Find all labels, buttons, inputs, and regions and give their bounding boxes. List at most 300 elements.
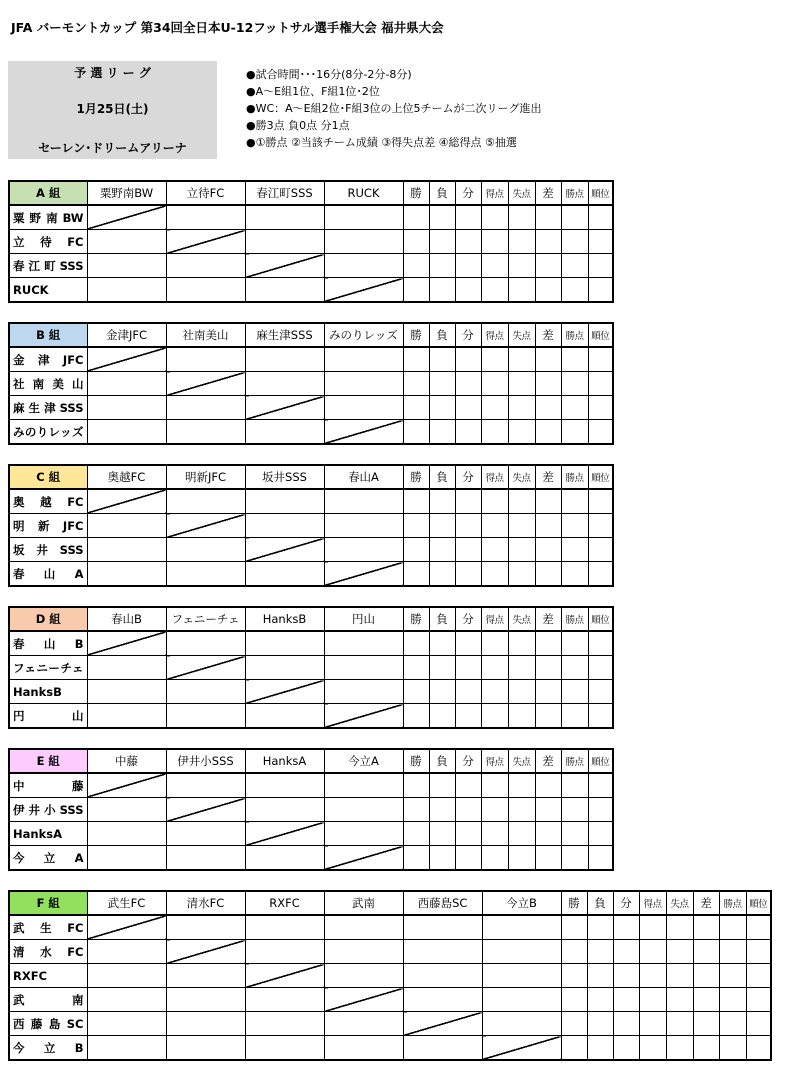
stat-cell bbox=[588, 773, 613, 798]
stat-cell bbox=[535, 205, 561, 230]
result-cell bbox=[166, 680, 245, 704]
team-row bbox=[9, 278, 613, 303]
self-match-cell bbox=[87, 915, 166, 940]
stat-cell bbox=[403, 656, 429, 680]
stat-cell bbox=[429, 798, 455, 822]
row-team-name: みのりレッズ bbox=[9, 420, 87, 445]
self-match-cell bbox=[166, 940, 245, 964]
rule-line: ●勝3点 負0点 分1点 bbox=[246, 119, 350, 132]
stat-cell bbox=[508, 656, 535, 680]
stat-cell bbox=[403, 396, 429, 420]
self-match-cell bbox=[245, 254, 324, 278]
result-cell bbox=[403, 964, 482, 988]
group-table-d bbox=[8, 606, 614, 729]
row-team-name: 清水FC bbox=[9, 940, 87, 964]
result-cell bbox=[482, 964, 561, 988]
stat-cell bbox=[508, 489, 535, 514]
stat-cell bbox=[508, 822, 535, 846]
column-team-header: 金津JFC bbox=[87, 323, 166, 347]
stat-cell bbox=[455, 538, 481, 562]
row-team-name: HanksB bbox=[9, 680, 87, 704]
stat-cell bbox=[508, 773, 535, 798]
team-row bbox=[9, 631, 613, 656]
team-row bbox=[9, 396, 613, 420]
stat-cell bbox=[535, 822, 561, 846]
stat-cell bbox=[561, 656, 588, 680]
result-cell bbox=[87, 514, 166, 538]
stat-cell bbox=[455, 704, 481, 729]
stat-cell bbox=[666, 1012, 693, 1036]
team-row bbox=[9, 822, 613, 846]
stat-cell bbox=[587, 1036, 613, 1061]
stat-cell bbox=[481, 680, 508, 704]
result-cell bbox=[87, 538, 166, 562]
stat-cell bbox=[535, 278, 561, 303]
stat-cell bbox=[561, 347, 588, 372]
stat-cell bbox=[403, 846, 429, 871]
stat-cell bbox=[588, 822, 613, 846]
result-cell bbox=[245, 704, 324, 729]
stat-cell bbox=[587, 1012, 613, 1036]
stat-cell bbox=[613, 1012, 639, 1036]
stat-cell bbox=[403, 230, 429, 254]
stat-cell bbox=[535, 230, 561, 254]
stat-cell bbox=[429, 656, 455, 680]
stat-cell bbox=[561, 254, 588, 278]
stat-cell bbox=[429, 631, 455, 656]
stat-header: 分 bbox=[455, 465, 481, 489]
result-cell bbox=[324, 680, 403, 704]
stat-cell bbox=[535, 704, 561, 729]
result-cell bbox=[324, 347, 403, 372]
stat-cell bbox=[481, 773, 508, 798]
result-cell bbox=[87, 372, 166, 396]
stat-cell bbox=[403, 631, 429, 656]
stat-cell bbox=[693, 1012, 719, 1036]
stat-cell bbox=[535, 420, 561, 445]
result-cell bbox=[403, 988, 482, 1012]
result-cell bbox=[87, 988, 166, 1012]
stat-cell bbox=[613, 915, 639, 940]
group-table-f bbox=[8, 890, 772, 1061]
stat-cell bbox=[587, 988, 613, 1012]
result-cell bbox=[245, 372, 324, 396]
stat-cell bbox=[719, 1012, 746, 1036]
stat-cell bbox=[403, 514, 429, 538]
stat-cell bbox=[561, 964, 587, 988]
result-cell bbox=[482, 915, 561, 940]
team-row bbox=[9, 656, 613, 680]
result-cell bbox=[324, 489, 403, 514]
stat-cell bbox=[588, 254, 613, 278]
stat-header: 分 bbox=[613, 891, 639, 915]
stat-cell bbox=[588, 347, 613, 372]
row-team-name: 武 南 bbox=[9, 988, 87, 1012]
stat-cell bbox=[508, 420, 535, 445]
result-cell bbox=[245, 230, 324, 254]
stat-cell bbox=[481, 396, 508, 420]
stat-cell bbox=[403, 562, 429, 587]
result-cell bbox=[166, 254, 245, 278]
stat-cell bbox=[588, 680, 613, 704]
stat-cell bbox=[455, 514, 481, 538]
column-team-header: 伊井小SSS bbox=[166, 749, 245, 773]
result-cell bbox=[245, 940, 324, 964]
stat-cell bbox=[561, 372, 588, 396]
stat-header: 勝点 bbox=[561, 181, 588, 205]
column-team-header: 円山 bbox=[324, 607, 403, 631]
stat-cell bbox=[587, 915, 613, 940]
row-team-name: 円 山 bbox=[9, 704, 87, 729]
stat-cell bbox=[429, 514, 455, 538]
result-cell bbox=[324, 964, 403, 988]
result-cell bbox=[245, 347, 324, 372]
stat-cell bbox=[535, 396, 561, 420]
stat-cell bbox=[535, 562, 561, 587]
result-cell bbox=[324, 798, 403, 822]
row-team-name: 中 藤 bbox=[9, 773, 87, 798]
self-match-cell bbox=[324, 562, 403, 587]
team-row bbox=[9, 254, 613, 278]
stat-cell bbox=[561, 773, 588, 798]
self-match-cell bbox=[245, 964, 324, 988]
column-team-header: 立待FC bbox=[166, 181, 245, 205]
stat-cell bbox=[403, 773, 429, 798]
row-team-name: 明新JFC bbox=[9, 514, 87, 538]
result-cell bbox=[324, 940, 403, 964]
team-row bbox=[9, 940, 771, 964]
team-row bbox=[9, 347, 613, 372]
stat-cell bbox=[588, 205, 613, 230]
result-cell bbox=[324, 205, 403, 230]
self-match-cell bbox=[87, 631, 166, 656]
self-match-cell bbox=[245, 680, 324, 704]
stat-cell bbox=[455, 798, 481, 822]
stat-cell bbox=[588, 704, 613, 729]
stat-header: 順位 bbox=[588, 749, 613, 773]
row-team-name: 春 山 B bbox=[9, 631, 87, 656]
stat-header: 差 bbox=[535, 465, 561, 489]
self-match-cell bbox=[166, 656, 245, 680]
result-cell bbox=[87, 1036, 166, 1061]
result-cell bbox=[87, 254, 166, 278]
stat-cell bbox=[693, 964, 719, 988]
stat-cell bbox=[403, 372, 429, 396]
stat-cell bbox=[481, 562, 508, 587]
stat-cell bbox=[561, 489, 588, 514]
stat-cell bbox=[613, 1036, 639, 1061]
stat-cell bbox=[508, 680, 535, 704]
stat-cell bbox=[508, 798, 535, 822]
stat-cell bbox=[481, 489, 508, 514]
result-cell bbox=[245, 798, 324, 822]
team-row bbox=[9, 230, 613, 254]
stat-cell bbox=[455, 631, 481, 656]
stat-cell bbox=[639, 964, 666, 988]
stat-cell bbox=[508, 704, 535, 729]
stat-header: 勝点 bbox=[561, 465, 588, 489]
stat-header: 得点 bbox=[639, 891, 666, 915]
stat-header: 勝 bbox=[403, 465, 429, 489]
self-match-cell bbox=[166, 372, 245, 396]
row-team-name: 粟野南BW bbox=[9, 205, 87, 230]
team-row bbox=[9, 1036, 771, 1061]
stat-cell bbox=[455, 489, 481, 514]
result-cell bbox=[87, 964, 166, 988]
stat-header: 失点 bbox=[508, 465, 535, 489]
team-row bbox=[9, 773, 613, 798]
stat-cell bbox=[481, 254, 508, 278]
stat-cell bbox=[535, 254, 561, 278]
stat-header: 順位 bbox=[588, 323, 613, 347]
result-cell bbox=[166, 538, 245, 562]
team-row bbox=[9, 562, 613, 587]
stat-header: 得点 bbox=[481, 323, 508, 347]
stat-cell bbox=[746, 988, 771, 1012]
column-team-header: フェニーチェ bbox=[166, 607, 245, 631]
stat-cell bbox=[561, 1012, 587, 1036]
result-cell bbox=[324, 254, 403, 278]
stat-cell bbox=[481, 230, 508, 254]
stat-header: 差 bbox=[535, 323, 561, 347]
stat-header: 失点 bbox=[666, 891, 693, 915]
group-table-e bbox=[8, 748, 614, 871]
result-cell bbox=[87, 822, 166, 846]
stat-header: 負 bbox=[429, 181, 455, 205]
team-row bbox=[9, 205, 613, 230]
group-name: F 組 bbox=[9, 891, 87, 915]
column-team-header: 今立B bbox=[482, 891, 561, 915]
stat-cell bbox=[429, 347, 455, 372]
stat-cell bbox=[429, 278, 455, 303]
stat-cell bbox=[455, 278, 481, 303]
stat-cell bbox=[693, 940, 719, 964]
stat-cell bbox=[403, 704, 429, 729]
stat-cell bbox=[561, 680, 588, 704]
result-cell bbox=[245, 915, 324, 940]
result-cell bbox=[166, 205, 245, 230]
stat-cell bbox=[481, 347, 508, 372]
result-cell bbox=[166, 562, 245, 587]
team-row bbox=[9, 538, 613, 562]
result-cell bbox=[166, 915, 245, 940]
result-cell bbox=[87, 940, 166, 964]
self-match-cell bbox=[245, 396, 324, 420]
result-cell bbox=[324, 915, 403, 940]
info-box bbox=[8, 61, 217, 159]
stat-cell bbox=[403, 278, 429, 303]
result-cell bbox=[324, 773, 403, 798]
stat-cell bbox=[508, 205, 535, 230]
stat-header: 分 bbox=[455, 181, 481, 205]
self-match-cell bbox=[324, 420, 403, 445]
stat-cell bbox=[455, 396, 481, 420]
stat-cell bbox=[429, 538, 455, 562]
team-row bbox=[9, 964, 771, 988]
self-match-cell bbox=[166, 230, 245, 254]
stat-cell bbox=[613, 988, 639, 1012]
stat-cell bbox=[588, 538, 613, 562]
self-match-cell bbox=[403, 1012, 482, 1036]
stat-cell bbox=[561, 514, 588, 538]
stat-cell bbox=[403, 798, 429, 822]
stat-cell bbox=[613, 964, 639, 988]
stat-cell bbox=[639, 915, 666, 940]
stat-cell bbox=[666, 988, 693, 1012]
stat-cell bbox=[403, 254, 429, 278]
stat-cell bbox=[746, 964, 771, 988]
stat-cell bbox=[561, 988, 587, 1012]
team-row bbox=[9, 420, 613, 445]
column-team-header: RUCK bbox=[324, 181, 403, 205]
stat-cell bbox=[561, 230, 588, 254]
result-cell bbox=[166, 278, 245, 303]
column-team-header: 中藤 bbox=[87, 749, 166, 773]
stat-cell bbox=[481, 798, 508, 822]
self-match-cell bbox=[324, 846, 403, 871]
stat-cell bbox=[508, 846, 535, 871]
stat-header: 順位 bbox=[588, 607, 613, 631]
stat-header: 順位 bbox=[746, 891, 771, 915]
stat-cell bbox=[693, 1036, 719, 1061]
stat-cell bbox=[719, 940, 746, 964]
stat-cell bbox=[588, 798, 613, 822]
result-cell bbox=[87, 420, 166, 445]
column-team-header: 武生FC bbox=[87, 891, 166, 915]
result-cell bbox=[245, 656, 324, 680]
stat-cell bbox=[455, 230, 481, 254]
result-cell bbox=[324, 396, 403, 420]
stat-cell bbox=[561, 940, 587, 964]
stat-cell bbox=[455, 347, 481, 372]
row-team-name: 麻生津SSS bbox=[9, 396, 87, 420]
stat-cell bbox=[561, 538, 588, 562]
result-cell bbox=[245, 846, 324, 871]
result-cell bbox=[245, 420, 324, 445]
stat-cell bbox=[535, 538, 561, 562]
team-row bbox=[9, 988, 771, 1012]
result-cell bbox=[166, 704, 245, 729]
stat-cell bbox=[481, 656, 508, 680]
stat-header: 分 bbox=[455, 607, 481, 631]
self-match-cell bbox=[245, 538, 324, 562]
stat-header: 得点 bbox=[481, 465, 508, 489]
column-team-header: 社南美山 bbox=[166, 323, 245, 347]
stat-cell bbox=[535, 846, 561, 871]
result-cell bbox=[166, 631, 245, 656]
group-table-c bbox=[8, 464, 614, 587]
column-team-header: 西藤島SC bbox=[403, 891, 482, 915]
stat-header: 勝 bbox=[561, 891, 587, 915]
group-name: C 組 bbox=[9, 465, 87, 489]
stat-header: 差 bbox=[535, 749, 561, 773]
stat-cell bbox=[455, 773, 481, 798]
stat-cell bbox=[666, 940, 693, 964]
stat-cell bbox=[561, 631, 588, 656]
column-team-header: 清水FC bbox=[166, 891, 245, 915]
stat-cell bbox=[429, 846, 455, 871]
stat-cell bbox=[588, 562, 613, 587]
row-team-name: 社南美山 bbox=[9, 372, 87, 396]
stat-header: 分 bbox=[455, 749, 481, 773]
column-team-header: 粟野南BW bbox=[87, 181, 166, 205]
self-match-cell bbox=[166, 798, 245, 822]
stat-cell bbox=[746, 915, 771, 940]
stat-cell bbox=[561, 704, 588, 729]
row-team-name: RXFC bbox=[9, 964, 87, 988]
self-match-cell bbox=[87, 205, 166, 230]
result-cell bbox=[166, 988, 245, 1012]
stat-cell bbox=[719, 1036, 746, 1061]
stat-cell bbox=[429, 822, 455, 846]
stat-cell bbox=[403, 347, 429, 372]
stat-cell bbox=[588, 396, 613, 420]
stat-cell bbox=[666, 1036, 693, 1061]
result-cell bbox=[166, 1012, 245, 1036]
result-cell bbox=[324, 230, 403, 254]
stat-cell bbox=[587, 940, 613, 964]
row-team-name: フェニーチェ bbox=[9, 656, 87, 680]
team-row bbox=[9, 680, 613, 704]
self-match-cell bbox=[324, 704, 403, 729]
result-cell bbox=[245, 278, 324, 303]
stat-cell bbox=[403, 205, 429, 230]
result-cell bbox=[166, 964, 245, 988]
stat-header: 勝 bbox=[403, 323, 429, 347]
stat-cell bbox=[455, 254, 481, 278]
stat-cell bbox=[508, 254, 535, 278]
result-cell bbox=[403, 1036, 482, 1061]
column-team-header: 坂井SSS bbox=[245, 465, 324, 489]
result-cell bbox=[245, 1036, 324, 1061]
stat-cell bbox=[508, 347, 535, 372]
result-cell bbox=[245, 773, 324, 798]
stat-cell bbox=[639, 988, 666, 1012]
result-cell bbox=[87, 798, 166, 822]
result-cell bbox=[166, 396, 245, 420]
self-match-cell bbox=[87, 773, 166, 798]
column-team-header: 奥越FC bbox=[87, 465, 166, 489]
page-title: JFA バーモントカップ 第34回全日本U-12フットサル選手権大会 福井県大会 bbox=[11, 20, 444, 35]
result-cell bbox=[87, 1012, 166, 1036]
result-cell bbox=[324, 538, 403, 562]
column-team-header: 今立A bbox=[324, 749, 403, 773]
stat-cell bbox=[508, 538, 535, 562]
stat-cell bbox=[455, 656, 481, 680]
team-row bbox=[9, 915, 771, 940]
group-name: B 組 bbox=[9, 323, 87, 347]
result-cell bbox=[324, 1012, 403, 1036]
row-team-name: 春 山 A bbox=[9, 562, 87, 587]
result-cell bbox=[324, 372, 403, 396]
stat-cell bbox=[535, 514, 561, 538]
group-name: A 組 bbox=[9, 181, 87, 205]
result-cell bbox=[324, 1036, 403, 1061]
stat-cell bbox=[561, 205, 588, 230]
team-row bbox=[9, 704, 613, 729]
stat-header: 勝 bbox=[403, 607, 429, 631]
stat-header: 負 bbox=[429, 607, 455, 631]
stat-cell bbox=[455, 562, 481, 587]
stat-cell bbox=[746, 1036, 771, 1061]
stat-cell bbox=[639, 1036, 666, 1061]
stat-header: 分 bbox=[455, 323, 481, 347]
stat-cell bbox=[429, 680, 455, 704]
result-cell bbox=[482, 1012, 561, 1036]
result-cell bbox=[87, 562, 166, 587]
row-team-name: 奥越FC bbox=[9, 489, 87, 514]
stat-header: 得点 bbox=[481, 749, 508, 773]
